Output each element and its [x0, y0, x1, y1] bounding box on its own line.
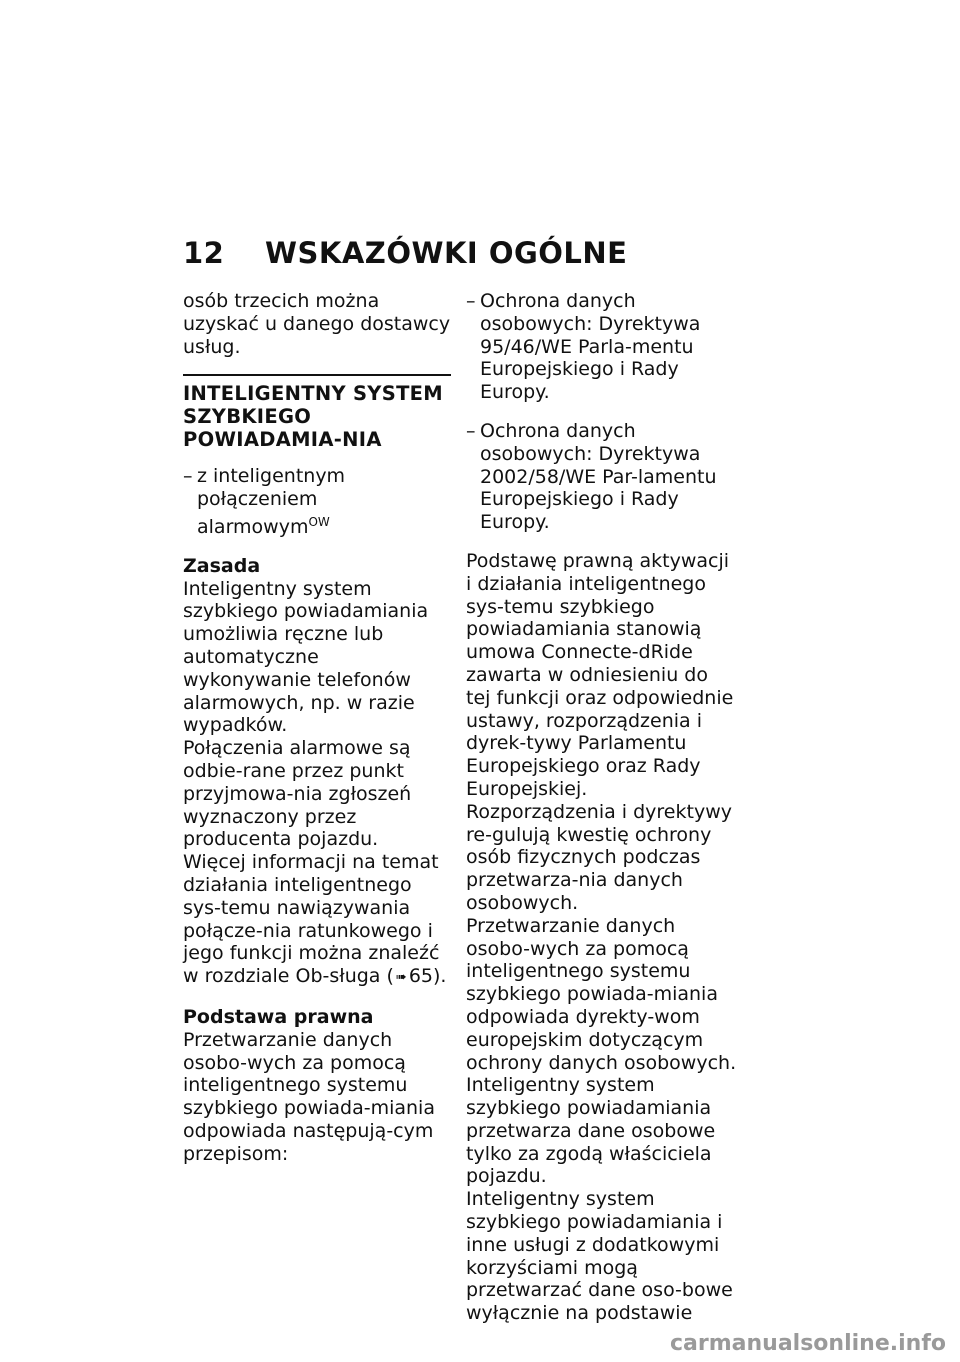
dash-marker: –	[466, 290, 476, 312]
dash-marker: –	[466, 419, 476, 442]
page-number: 12	[183, 236, 225, 270]
directive-bullet-1-text: Ochrona danych osobowych: Dyrektywa 95/46/WE Parla-mentu Europejskiego i Rady Europy.	[480, 290, 701, 404]
equipment-bullet-text: z inteligentnym połączeniem alarmowym	[197, 465, 346, 538]
ow-superscript: OW	[308, 514, 330, 529]
section-title: INTELIGENTNY SYSTEM SZYBKIEGO POWIADAMIA-NIA	[183, 382, 443, 452]
page-header	[183, 236, 628, 270]
legal-paragraph-2: Rozporządzenia i dyrektywy re-gulują kwestię ochrony osób fizycznych podczas przetwarza-nia danych osobowych.	[466, 800, 732, 914]
podstawa-paragraph: Przetwarzanie danych osobo-wych za pomocą inteligentnego systemu szybkiego powiada-miania odpowiada następują-cym przepisom:	[183, 1028, 435, 1165]
directive-bullet-2-text: Ochrona danych osobowych: Dyrektywa 2002/58/WE Par-lamentu Europejskiego i Rady Europy.	[480, 419, 717, 534]
zasada-paragraph-3: Więcej informacji na temat działania inteligentnego sys-temu nawiązywania połącze-nia ratunkowego i jego funkcji można znaleźć w rozdziale Ob-sługa ( ➠ 65).	[183, 851, 451, 990]
legal-paragraph-3: Przetwarzanie danych osobo-wych za pomocą inteligentnego systemu szybkiego powiada-miania odpowiada dyrekty-wom europejskim dotyczącym ochrony danych osobowych.	[466, 914, 737, 1074]
right-column	[466, 290, 738, 1325]
legal-paragraph-1: Podstawę prawną aktywacji i działania inteligentnego sys-temu szybkiego powiadamiania stanowią umowa Connecte-dRide zawarta w odniesieniu do tej funkcji oraz odpowiednie ustawy, rozporządzenia i dyrek-tywy Parlamentu Europejskiego oraz Rady Europejskiej.	[466, 549, 734, 800]
directive-bullet-1	[466, 290, 738, 404]
page-reference[interactable]: 65).	[408, 965, 447, 988]
directive-bullet-2	[466, 420, 738, 534]
dash-marker: –	[183, 465, 193, 488]
zasada-paragraph-1: Inteligentny system szybkiego powiadamiania umożliwia ręczne lub automatyczne wykonywanie telefonów alarmowych, np. w razie wypadków.	[183, 577, 429, 737]
intro-paragraph: osób trzecich można uzyskać u danego dostawcy usług.	[183, 290, 451, 358]
zasada-paragraph-3-text: Więcej informacji na temat działania inteligentnego sys-temu nawiązywania połącze-nia ratunkowego i jego funkcji można znaleźć w rozdziale Ob-sługa	[183, 851, 440, 988]
arrow-reference-icon: ➠	[395, 970, 407, 986]
equipment-bullet	[183, 465, 451, 538]
zasada-paragraph-2: Połączenia alarmowe są odbie-rane przez punkt przyjmowa-nia zgłoszeń wyznaczony przez producenta pojazdu.	[183, 737, 412, 851]
legal-paragraph-4: Inteligentny system szybkiego powiadamiania przetwarza dane osobowe tylko za zgodą właściciela pojazdu.	[466, 1074, 716, 1188]
zasada-heading: Zasada	[183, 554, 261, 577]
section-divider	[183, 374, 451, 376]
watermark: carmanualsonline.info	[670, 1331, 946, 1356]
left-column	[183, 290, 451, 1182]
podstawa-heading: Podstawa prawna	[183, 1005, 374, 1028]
legal-paragraph-5: Inteligentny system szybkiego powiadamiania i inne usługi z dodatkowymi korzyściami mogą przetwarzać dane oso-bowe wyłącznie na podstawie	[466, 1188, 733, 1325]
chapter-title: WSKAZÓWKI OGÓLNE	[265, 236, 628, 270]
